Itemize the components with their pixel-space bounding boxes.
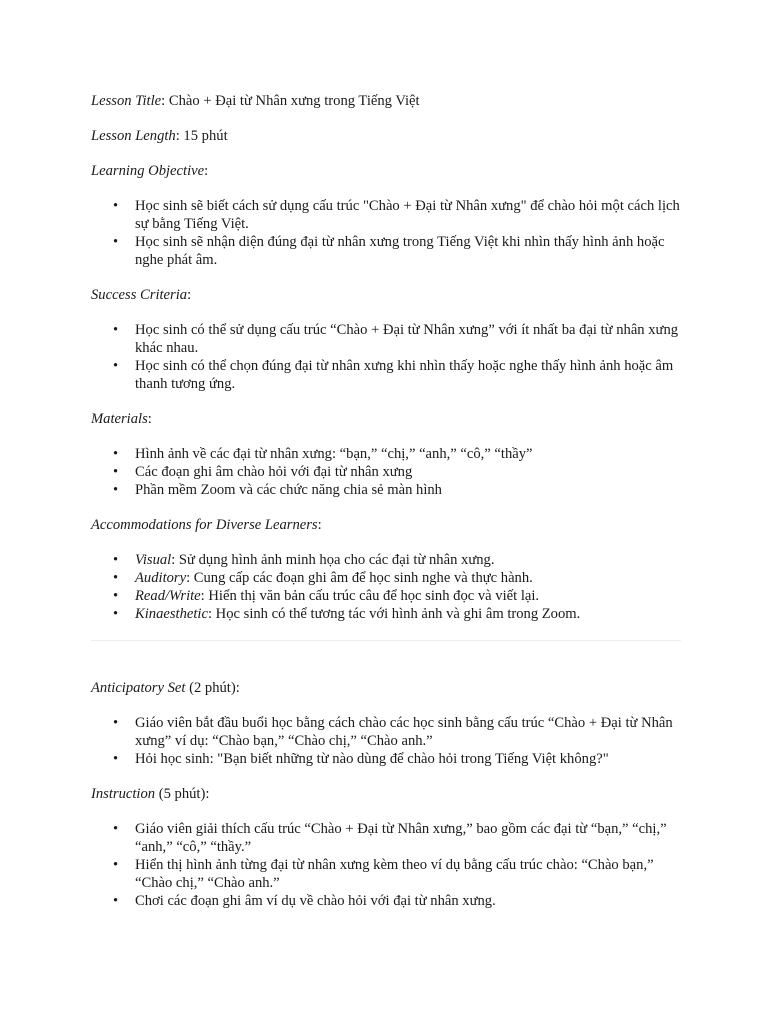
list-item: • Chơi các đoạn ghi âm ví dụ về chào hỏi với đại từ nhân xưng. xyxy=(135,892,681,910)
list-item: • Phần mềm Zoom và các chức năng chia sẻ màn hình xyxy=(135,481,681,499)
materials-heading xyxy=(91,410,681,428)
lesson-title-value: : Chào + Đại từ Nhân xưng trong Tiếng Việt xyxy=(161,93,420,109)
list-item: • Hình ảnh về các đại từ nhân xưng: “bạn,” “chị,” “anh,” “cô,” “thầy” xyxy=(135,445,681,463)
lesson-length-label: Lesson Length xyxy=(91,128,176,144)
accommodation-text: : Học sinh có thể tương tác với hình ảnh và ghi âm trong Zoom. xyxy=(207,606,581,622)
lesson-title-label: Lesson Title xyxy=(91,93,162,109)
anticipatory-set-label: Anticipatory Set xyxy=(91,680,186,696)
list-item xyxy=(135,605,681,623)
instruction-suffix: (5 phút): xyxy=(155,786,210,802)
list-item: • Các đoạn ghi âm chào hỏi với đại từ nhân xưng xyxy=(135,463,681,481)
learning-objective-list xyxy=(91,197,681,269)
list-item: • Giáo viên bắt đầu buổi học bằng cách chào các học sinh bằng cấu trúc “Chào + Đại từ Nhân xưng” ví dụ: “Chào bạn,” “Chào chị,” “Chào anh.” xyxy=(135,714,681,750)
list-item: • Hỏi học sinh: "Bạn biết những từ nào dùng để chào hỏi trong Tiếng Việt không?" xyxy=(135,750,681,768)
list-item: • Học sinh có thể chọn đúng đại từ nhân xưng khi nhìn thấy hoặc nghe thấy hình ảnh hoặc âm thanh tương ứng. xyxy=(135,357,681,393)
anticipatory-set-heading xyxy=(91,679,681,697)
lesson-length-line xyxy=(91,127,681,145)
success-criteria-suffix: : xyxy=(187,287,192,303)
materials-list xyxy=(91,445,681,499)
learning-objective-label: Learning Objective xyxy=(91,163,205,179)
materials-label: Materials xyxy=(91,411,148,427)
list-item: • Giáo viên giải thích cấu trúc “Chào + Đại từ Nhân xưng,” bao gồm các đại từ “bạn,” “chị,” “anh,” “cô,” “thầy.” xyxy=(135,820,681,856)
success-criteria-heading xyxy=(91,286,681,304)
materials-suffix: : xyxy=(147,411,152,427)
accommodation-term: Read/Write xyxy=(135,588,201,604)
lesson-title-line xyxy=(91,92,681,110)
success-criteria-label: Success Criteria xyxy=(91,287,188,303)
accommodation-term: Kinaesthetic xyxy=(135,606,208,622)
list-item xyxy=(135,569,681,587)
accommodations-heading xyxy=(91,516,681,534)
accommodation-term: Auditory xyxy=(135,570,187,586)
list-item xyxy=(135,551,681,569)
anticipatory-set-list xyxy=(91,714,681,768)
list-item xyxy=(135,587,681,605)
accommodation-text: : Cung cấp các đoạn ghi âm để học sinh nghe và thực hành. xyxy=(186,570,533,586)
accommodation-text: : Sử dụng hình ảnh minh họa cho các đại từ nhân xưng. xyxy=(171,552,495,568)
instruction-list xyxy=(91,820,681,910)
success-criteria-list xyxy=(91,321,681,393)
instruction-label: Instruction xyxy=(91,786,156,802)
list-item: • Hiển thị hình ảnh từng đại từ nhân xưng kèm theo ví dụ bằng cấu trúc chào: “Chào bạn,” “Chào chị,” “Chào anh.” xyxy=(135,856,681,892)
list-item: • Học sinh có thể sử dụng cấu trúc “Chào + Đại từ Nhân xưng” với ít nhất ba đại từ nhân xưng khác nhau. xyxy=(135,321,681,357)
list-item: • Học sinh sẽ nhận diện đúng đại từ nhân xưng trong Tiếng Việt khi nhìn thấy hình ảnh hoặc nghe phát âm. xyxy=(135,233,681,269)
instruction-heading xyxy=(91,785,681,803)
document-body xyxy=(91,92,681,927)
list-item: • Học sinh sẽ biết cách sử dụng cấu trúc "Chào + Đại từ Nhân xưng" để chào hỏi một cách lịch sự bằng Tiếng Việt. xyxy=(135,197,681,233)
accommodation-term: Visual xyxy=(135,552,172,568)
accommodation-text: : Hiển thị văn bản cấu trúc câu để học sinh đọc và viết lại. xyxy=(200,588,540,604)
anticipatory-set-suffix: (2 phút): xyxy=(185,680,240,696)
accommodations-label: Accommodations for Diverse Learners xyxy=(91,517,318,533)
lesson-length-value: : 15 phút xyxy=(175,128,228,144)
section-divider xyxy=(91,640,681,641)
accommodations-suffix: : xyxy=(317,517,322,533)
learning-objective-suffix: : xyxy=(204,163,209,179)
learning-objective-heading xyxy=(91,162,681,180)
accommodations-list xyxy=(91,551,681,623)
